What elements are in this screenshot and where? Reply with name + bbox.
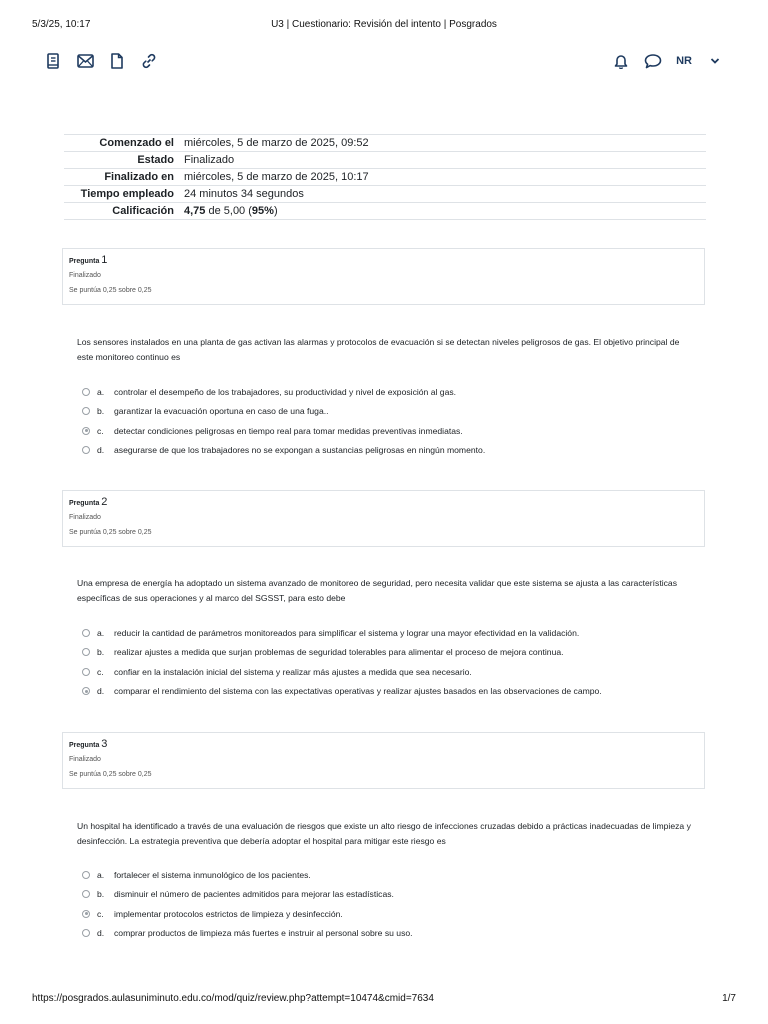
summary-value: 24 minutos 34 segundos <box>184 188 304 200</box>
answer-text: reducir la cantidad de parámetros monitoreados para simplificar el sistema y lograr una mayor efectividad en la validación. <box>114 627 580 638</box>
radio-button[interactable] <box>82 648 90 656</box>
toolbar-left <box>44 52 158 70</box>
answer-text: fortalecer el sistema inmunológico de los pacientes. <box>114 869 311 880</box>
toolbar-right <box>612 52 724 70</box>
question-grade: Se puntúa 0,25 sobre 0,25 <box>69 529 152 536</box>
radio-button[interactable] <box>82 890 90 898</box>
chevron-down-icon[interactable] <box>706 52 724 70</box>
answer-letter: d. <box>97 686 105 697</box>
grade-score: 4,75 <box>184 205 206 217</box>
grade-close: ) <box>273 205 278 217</box>
question-text: Un hospital ha identificado a través de una evaluación de riesgos que existe un alto riesgo de infecciones cruzadas debido a prácticas inadecuadas de limpieza y desinfección. La estrategia preventiva que debería adoptar el hospital para mitigar este riesgo es <box>77 821 691 846</box>
grade-percent: 95% <box>251 205 274 217</box>
question-prefix: Pregunta <box>69 258 100 265</box>
radio-button[interactable] <box>82 446 90 454</box>
file-icon[interactable] <box>108 52 126 70</box>
answer-list <box>82 382 702 460</box>
print-title: U3 | Cuestionario: Revisión del intento | Posgrados <box>271 19 497 30</box>
radio-button-selected[interactable] <box>82 687 90 695</box>
answer-option[interactable] <box>82 865 702 885</box>
summary-row-grade <box>64 203 706 220</box>
answer-list <box>82 623 702 701</box>
radio-button-selected[interactable] <box>82 427 90 435</box>
question-info-2 <box>62 490 705 547</box>
question-text: Una empresa de energía ha adoptado un sistema avanzado de monitoreo de seguridad, pero necesita validar que este sistema se ajusta a las características específicas de sus operaciones y al marco del SGSST, para esto debe <box>77 578 678 603</box>
question-prefix: Pregunta <box>69 742 100 749</box>
answer-option[interactable] <box>82 643 702 663</box>
answer-letter: b. <box>97 406 105 417</box>
answer-letter: d. <box>97 445 105 456</box>
question-grade: Se puntúa 0,25 sobre 0,25 <box>69 771 152 778</box>
summary-value: Finalizado <box>184 154 235 166</box>
question-number <box>69 254 698 268</box>
answer-list <box>82 865 702 943</box>
answer-option[interactable] <box>82 682 702 702</box>
question-grade: Se puntúa 0,25 sobre 0,25 <box>69 287 152 294</box>
answer-text: asegurarse de que los trabajadores no se expongan a sustancias peligrosas en ningún momento. <box>114 445 486 456</box>
answer-option[interactable] <box>82 904 702 924</box>
summary-value: miércoles, 5 de marzo de 2025, 09:52 <box>184 137 369 149</box>
answer-text: detectar condiciones peligrosas en tiempo real para tomar medidas preventivas inmediatas. <box>114 425 463 436</box>
question-state: Finalizado <box>69 272 101 279</box>
answer-letter: b. <box>97 647 105 658</box>
question-state: Finalizado <box>69 514 101 521</box>
radio-button[interactable] <box>82 668 90 676</box>
question-info-1 <box>62 248 705 305</box>
answer-letter: a. <box>97 869 105 880</box>
question-number <box>69 496 698 510</box>
answer-letter: c. <box>97 908 104 919</box>
answer-option[interactable] <box>82 402 702 422</box>
radio-button-selected[interactable] <box>82 910 90 918</box>
print-page-number: 1/7 <box>722 993 736 1004</box>
question-prefix: Pregunta <box>69 500 100 507</box>
answer-text: implementar protocolos estrictos de limpieza y desinfección. <box>114 908 343 919</box>
summary-label: Estado <box>137 154 174 166</box>
bell-icon[interactable] <box>612 52 630 70</box>
mail-icon[interactable] <box>76 52 94 70</box>
radio-button[interactable] <box>82 388 90 396</box>
answer-option[interactable] <box>82 662 702 682</box>
user-initials[interactable]: NR <box>676 55 692 67</box>
print-header <box>32 19 736 33</box>
answer-letter: b. <box>97 889 105 900</box>
summary-value <box>180 203 706 220</box>
radio-button[interactable] <box>82 407 90 415</box>
radio-button[interactable] <box>82 929 90 937</box>
answer-letter: a. <box>97 627 105 638</box>
attempt-summary-table <box>64 134 706 220</box>
link-icon[interactable] <box>140 52 158 70</box>
answer-option[interactable] <box>82 885 702 905</box>
summary-label: Tiempo empleado <box>80 188 174 200</box>
summary-value: miércoles, 5 de marzo de 2025, 10:17 <box>184 171 369 183</box>
question-info-3 <box>62 732 705 789</box>
answer-text: realizar ajustes a medida que surjan problemas de seguridad tolerables para alimentar el proceso de mejora continua. <box>114 647 564 658</box>
summary-row-started <box>64 135 706 152</box>
radio-button[interactable] <box>82 629 90 637</box>
answer-text: garantizar la evacuación oportuna en caso de una fuga.. <box>114 406 329 417</box>
summary-label: Comenzado el <box>99 137 174 149</box>
answer-letter: d. <box>97 928 105 939</box>
print-datetime: 5/3/25, 10:17 <box>32 19 91 30</box>
question-text: Los sensores instalados en una planta de gas activan las alarmas y protocolos de evacuación si se detectan niveles peligrosos de gas. El objetivo principal de este monitoreo continuo es <box>77 337 680 362</box>
question-number-value: 2 <box>101 496 108 508</box>
answer-text: comprar productos de limpieza más fuertes e instruir al personal sobre su uso. <box>114 928 413 939</box>
answer-letter: c. <box>97 666 104 677</box>
answer-option[interactable] <box>82 382 702 402</box>
book-icon[interactable] <box>44 52 62 70</box>
grade-total: de 5,00 ( <box>205 205 252 217</box>
summary-label: Finalizado en <box>104 171 174 183</box>
question-number-value: 1 <box>101 254 108 266</box>
answer-option[interactable] <box>82 441 702 461</box>
summary-row-time <box>64 186 706 203</box>
answer-letter: c. <box>97 425 104 436</box>
summary-label: Calificación <box>112 205 174 217</box>
question-number <box>69 738 698 752</box>
summary-row-state <box>64 152 706 169</box>
radio-button[interactable] <box>82 871 90 879</box>
answer-option[interactable] <box>82 623 702 643</box>
answer-text: controlar el desempeño de los trabajadores, su productividad y nivel de exposición al gas. <box>114 386 457 397</box>
answer-text: disminuir el número de pacientes admitidos para mejorar las estadísticas. <box>114 889 394 900</box>
answer-option[interactable] <box>82 421 702 441</box>
question-state: Finalizado <box>69 756 101 763</box>
chat-icon[interactable] <box>644 52 662 70</box>
summary-row-finished <box>64 169 706 186</box>
question-number-value: 3 <box>101 738 108 750</box>
answer-text: confiar en la instalación inicial del sistema y realizar más ajustes a medida que sea necesario. <box>114 666 472 677</box>
print-url: https://posgrados.aulasuniminuto.edu.co/mod/quiz/review.php?attempt=10474&cmid=7634 <box>32 993 434 1004</box>
answer-text: comparar el rendimiento del sistema con las expectativas operativas y realizar ajustes basados en las observaciones de campo. <box>114 686 602 697</box>
answer-option[interactable] <box>82 924 702 944</box>
answer-letter: a. <box>97 386 105 397</box>
